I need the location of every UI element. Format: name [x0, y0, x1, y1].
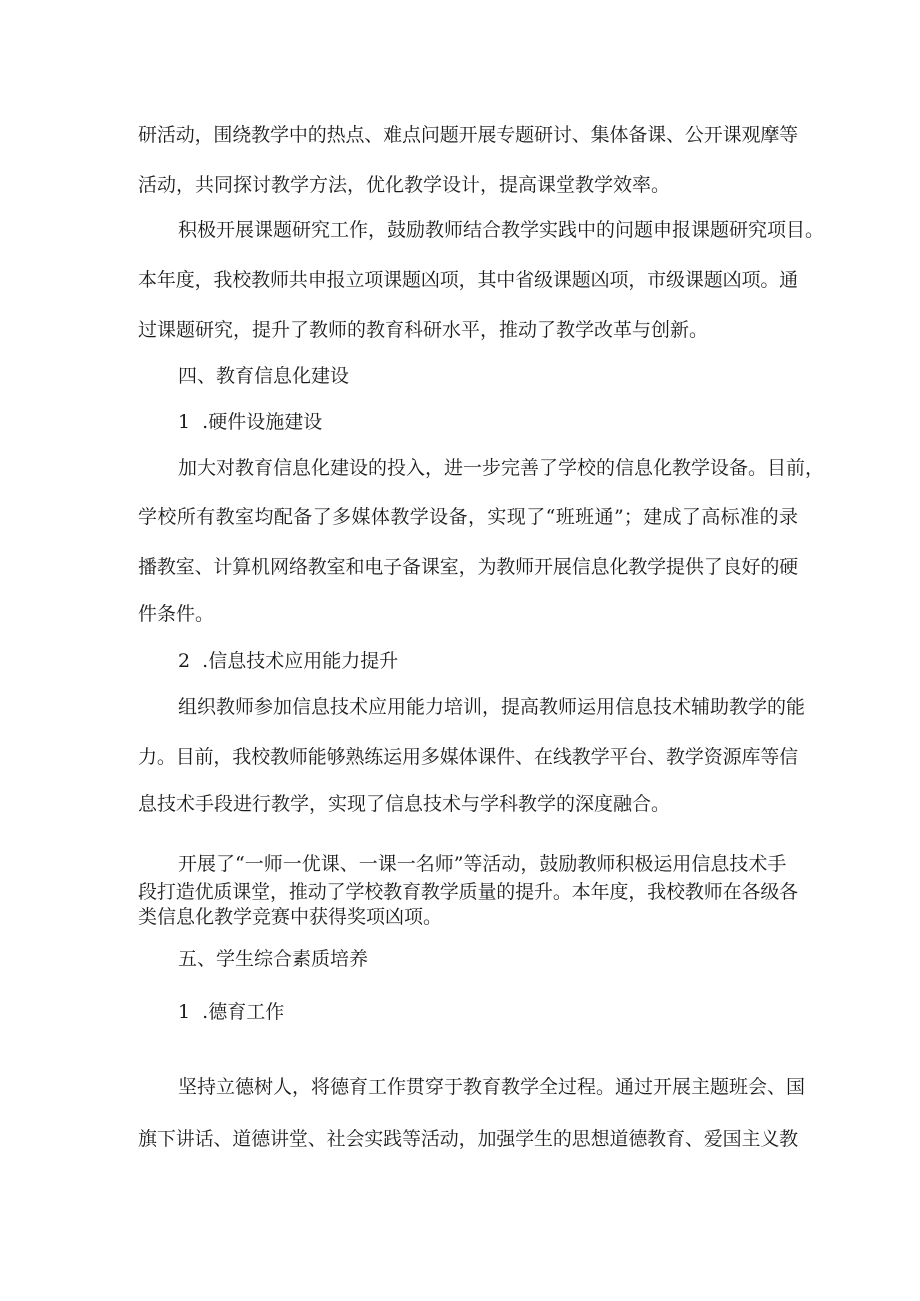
section-heading: 四、教育信息化建设 [178, 365, 350, 387]
paragraph-line: 积极开展课题研究工作，鼓励教师结合教学实践中的问题申报课题研究项目。 [178, 219, 825, 241]
paragraph-line: 过课题研究，提升了教师的教育科研水平，推动了教学改革与创新。 [138, 319, 709, 341]
paragraph-line: 加大对教育信息化建设的投入，进一步完善了学校的信息化教学设备。目前， [178, 457, 825, 479]
paragraph-line: 研活动，围绕教学中的热点、难点问题开展专题研讨、集体备课、公开课观摩等 [138, 124, 798, 146]
paragraph-line: 类信息化教学竞赛中获得奖项凶项。 [138, 906, 443, 928]
subsection-heading: 2 .信息技术应用能力提升 [178, 650, 399, 672]
subsection-heading: 1 .硬件设施建设 [178, 411, 323, 433]
paragraph-line: 活动，共同探讨教学方法，优化教学设计，提高课堂教学效率。 [138, 174, 671, 196]
paragraph-line: 坚持立德树人，将德育工作贯穿于教育教学全过程。通过开展主题班会、国 [178, 1076, 806, 1098]
paragraph-line: 组织教师参加信息技术应用能力培训，提高教师运用信息技术辅助教学的能 [178, 696, 806, 718]
paragraph-line: 件条件。 [138, 603, 215, 625]
paragraph-line: 播教室、计算机网络教室和电子备课室，为教师开展信息化教学提供了良好的硬 [138, 556, 798, 578]
paragraph-line: 旗下讲话、道德讲堂、社会实践等活动，加强学生的思想道德教育、爱国主义教 [138, 1128, 798, 1150]
paragraph-line: 本年度，我校教师共申报立项课题凶项，其中省级课题凶项，市级课题凶项。通 [138, 269, 798, 291]
paragraph-line: 段打造优质课堂，推动了学校教育教学质量的提升。本年度，我校教师在各级各 [138, 881, 798, 903]
paragraph-line: 开展了“一师一优课、一课一名师”等活动，鼓励教师积极运用信息技术手 [178, 853, 787, 875]
paragraph-line: 息技术手段进行教学，实现了信息技术与学科教学的深度融合。 [138, 793, 671, 815]
paragraph-line: 学校所有教室均配备了多媒体教学设备，实现了“班班通”；建成了高标准的录 [138, 506, 798, 528]
section-heading: 五、学生综合素质培养 [178, 948, 369, 970]
paragraph-line: 力。目前，我校教师能够熟练运用多媒体课件、在线教学平台、教学资源库等信 [138, 746, 798, 768]
subsection-heading: 1 .德育工作 [178, 1001, 285, 1023]
